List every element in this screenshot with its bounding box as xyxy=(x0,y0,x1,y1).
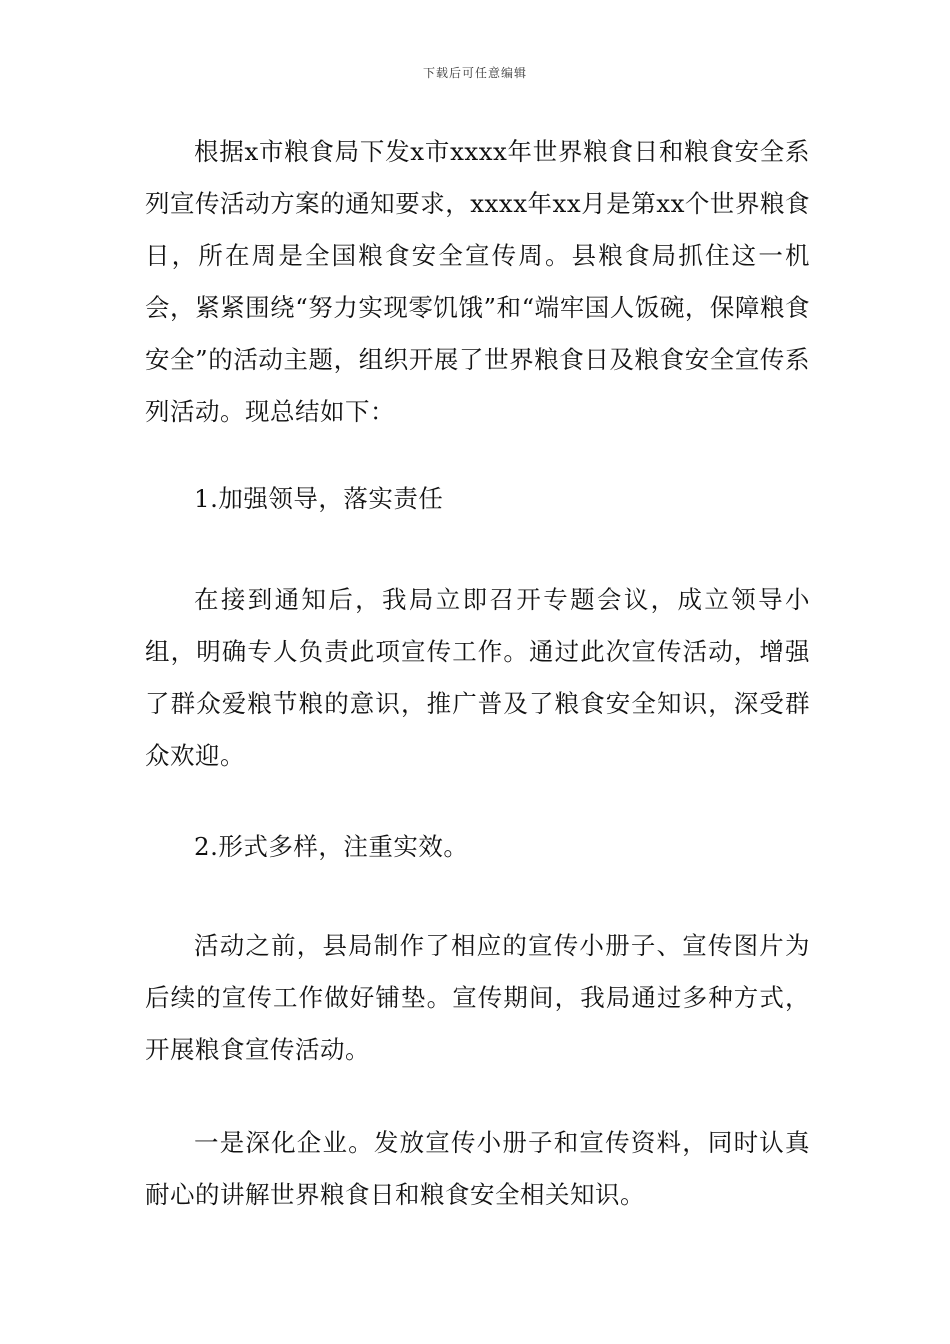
paragraph-activities: 活动之前，县局制作了相应的宣传小册子、宣传图片为后续的宣传工作做好铺垫。宣传期间，我局通过多种方式，开展粮食宣传活动。 xyxy=(145,931,810,1064)
paragraph-leadership: 在接到通知后，我局立即召开专题会议，成立领导小组，明确专人负责此项宣传工作。通过此次宣传活动，增强了群众爱粮节粮的意识，推广普及了粮食安全知识，深受群众欢迎。 xyxy=(145,585,810,770)
header-note: 下载后可任意编辑 xyxy=(422,66,527,80)
section-heading-1: 1.加强领导，落实责任 xyxy=(194,484,444,513)
paragraph-enterprise: 一是深化企业。发放宣传小册子和宣传资料，同时认真耐心的讲解世界粮食日和粮食安全相关知识。 xyxy=(145,1128,810,1209)
section-heading-2: 2.形式多样，注重实效。 xyxy=(194,832,469,861)
paragraph-intro: 根据x市粮食局下发x市xxxx年世界粮食日和粮食安全系列宣传活动方案的通知要求，xxxx年xx月是第xx个世界粮食日，所在周是全国粮食安全宣传周。县粮食局抓住这一机会，紧紧围绕“努力实现零饥饿”和“端牢国人饭碗，保障粮食安全”的活动主题，组织开展了世界粮食日及粮食安全宣传系列活动。现总结如下： xyxy=(145,137,810,426)
